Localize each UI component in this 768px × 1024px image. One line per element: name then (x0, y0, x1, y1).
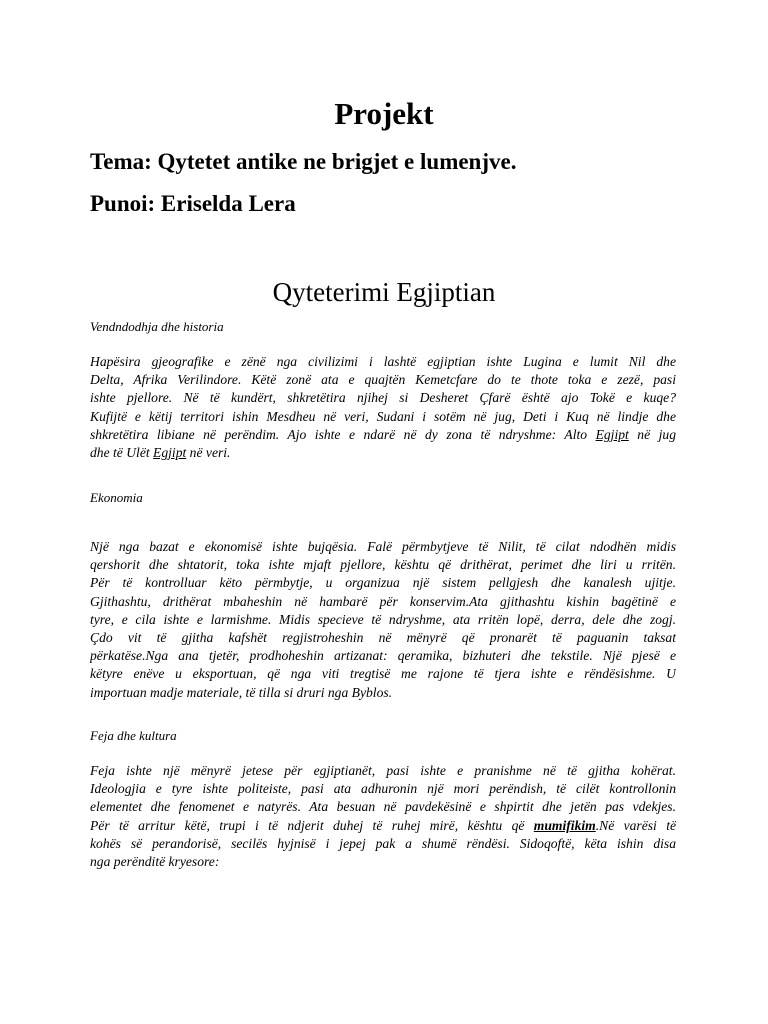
text-line: ishte pjellore. Në të kundërt, shkretëtira njihej si Desheret Çfarë është ajo Tokë e kuqe? (90, 390, 676, 406)
label-ekonomia: Ekonomia (90, 490, 143, 505)
text-line: Feja ishte një mënyrë jetese për egjiptianët, pasi ishte e pranishme në të gjitha kohërat. (90, 763, 676, 778)
mumifikim-link[interactable]: mumifikim (533, 817, 596, 833)
section-title: Qyteterimi Egjiptian (272, 277, 496, 307)
text-segment: në veri. (186, 444, 231, 460)
text-line: Ideologjia e tyre ishte politeiste, pasi ata adhuronin një mori perëndish, të cilët kontrollonin (90, 781, 676, 797)
text-segment: .Në varësi të (595, 817, 676, 833)
text-line: Çdo vit të gjitha kafshët regjistroheshin në mënyrë që pronarët të paguanin taksat (90, 629, 676, 645)
text-line-with-link (90, 444, 676, 462)
text-line: këtyre enëve u eksportuan, që nga viti tregtisë me rajone të tjera ishte e rëndësishme. U (90, 666, 676, 682)
text-line: përkatëse.Nga ana tjetër, prodhoheshin artizanat: qeramika, bizhuteri dhe tekstile. Një pjesë e (90, 648, 676, 664)
text-line: nga perënditë kryesore: (90, 853, 220, 869)
text-line: Për të kontrolluar këto përmbytje, u organizua një sistem pellgjesh dhe kanalesh ujitje. (90, 575, 676, 591)
text-segment: në jug (628, 426, 676, 442)
text-line: Hapësira gjeografike e zënë nga civilizimi i lashtë egjiptian ishte Lugina e lumit Nil dhe (90, 354, 676, 369)
project-author: Punoi: Eriselda Lera (90, 191, 296, 216)
label-feja: Feja dhe kultura (90, 728, 177, 743)
egjipt-link[interactable]: Egjipt (595, 426, 629, 442)
label-vendndodhja: Vendndodhja dhe historia (90, 319, 224, 334)
text-line: qershorit dhe shtatorit, toka ishte mjaft pjellore, kështu që drithërat, perimet dhe liri u rritën. (90, 557, 676, 573)
project-topic: Tema: Qytetet antike ne brigjet e lumenjve. (90, 149, 517, 174)
paragraph-vendndodhja (90, 353, 676, 462)
text-segment: dhe të Ulët (90, 444, 154, 460)
paragraph-ekonomia (90, 538, 676, 702)
text-line: Kufijtë e këtij territori ishin Mesdheu në veri, Sudani i sotëm në jug, Deti i Kuq në lindje dhe (90, 408, 676, 424)
paragraph-feja (90, 762, 676, 871)
document-title: Projekt (334, 96, 434, 131)
text-line: importuan madje materiale, të tilla si druri nga Byblos. (90, 684, 393, 700)
text-line-with-link (90, 426, 676, 444)
text-line: elementet dhe fenomenet e natyrës. Ata besuan në pavdekësinë e shpirtit dhe jetën pas vdekjes. (90, 799, 676, 815)
egjipt-link[interactable]: Egjipt (153, 444, 187, 460)
text-line: tyre, e cila ishte e larmishme. Midis specieve të ndryshme, ata rritën lopë, derra, dele dhe zogj. (90, 611, 676, 627)
text-line: Gjithashtu, drithërat mbaheshin në hambarë për konservim.Ata gjithashtu kishin bagëtinë e (90, 593, 676, 609)
text-line-with-link (90, 817, 676, 835)
text-line: Delta, Afrika Verilindore. Këtë zonë ata e quajtën Kemetcfare do te thote toka e zezë, pasi (90, 372, 676, 388)
text-segment: shkretëtira libiane në perëndim. Ajo ishte e ndarë në dy zona të ndryshme: Alto (90, 426, 588, 442)
text-line: kohës së perandorisë, secilës hyjnisë i jepej pak a shumë rëndësi. Sidoqoftë, këta ishin disa (90, 835, 676, 851)
text-segment: Për të arritur këtë, trupi i të ndjerit duhej të ruhej mirë, kështu që (90, 817, 525, 833)
text-line: Një nga bazat e ekonomisë ishte bujqësia. Falë përmbytjeve të Nilit, të cilat ndodhën midis (90, 539, 676, 554)
